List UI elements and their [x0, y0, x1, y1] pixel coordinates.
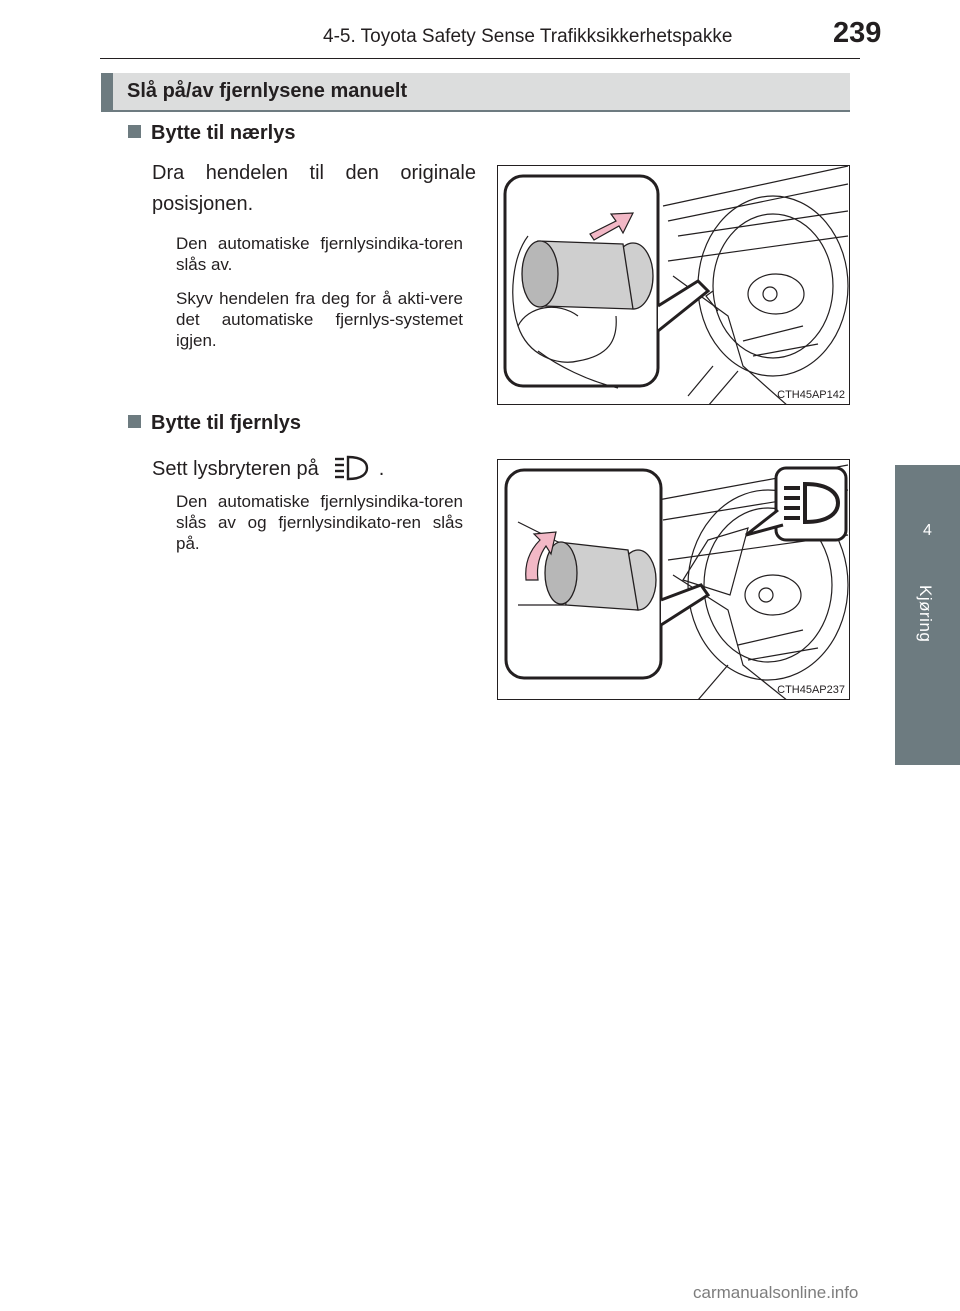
chapter-label: Kjøring: [916, 585, 935, 643]
header-rule: [100, 58, 860, 59]
subheading-low-beam: [128, 122, 295, 145]
page-number: 239: [833, 17, 882, 49]
figure-high-beam: [497, 459, 850, 700]
figure-low-beam: [497, 165, 850, 405]
subheading-high-beam: [128, 412, 301, 435]
section-header: [101, 73, 850, 110]
note-text: Den automatiske fjernlysindika-toren slås av og fjernlysindikato-ren slås på.: [176, 492, 463, 553]
instruction-text-part: .: [378, 458, 385, 480]
watermark: carmanualsonline.info: [693, 1283, 859, 1302]
subheading-text: Bytte til nærlys: [151, 122, 296, 144]
instruction-text-part: Sett lysbryteren på: [152, 458, 319, 480]
note-text: Skyv hendelen fra deg for å akti-vere det automatiske fjernlys-systemet igjen.: [176, 289, 463, 350]
instruction-text: Dra hendelen til den originale posisjonen.: [152, 162, 476, 215]
subheading-text: Bytte til fjernlys: [151, 412, 302, 434]
chapter-tab[interactable]: [895, 465, 960, 765]
switch-illustration: [498, 460, 850, 700]
figure-code: CTH45AP142: [777, 389, 845, 401]
figure-code: CTH45AP237: [777, 684, 845, 696]
lever-illustration: [498, 166, 850, 405]
note-text: Den automatiske fjernlysindika-toren slås av.: [176, 234, 463, 274]
section-rule: [101, 110, 850, 112]
square-bullet-icon: [128, 125, 141, 138]
section-title: Slå på/av fjernlysene manuelt: [127, 80, 408, 102]
chapter-number: 4: [923, 522, 932, 539]
header-title: 4-5. Toyota Safety Sense Trafikksikkerhetspakke: [323, 26, 733, 47]
instruction-text: [152, 454, 476, 491]
square-bullet-icon: [128, 415, 141, 428]
high-beam-icon: [333, 455, 369, 491]
